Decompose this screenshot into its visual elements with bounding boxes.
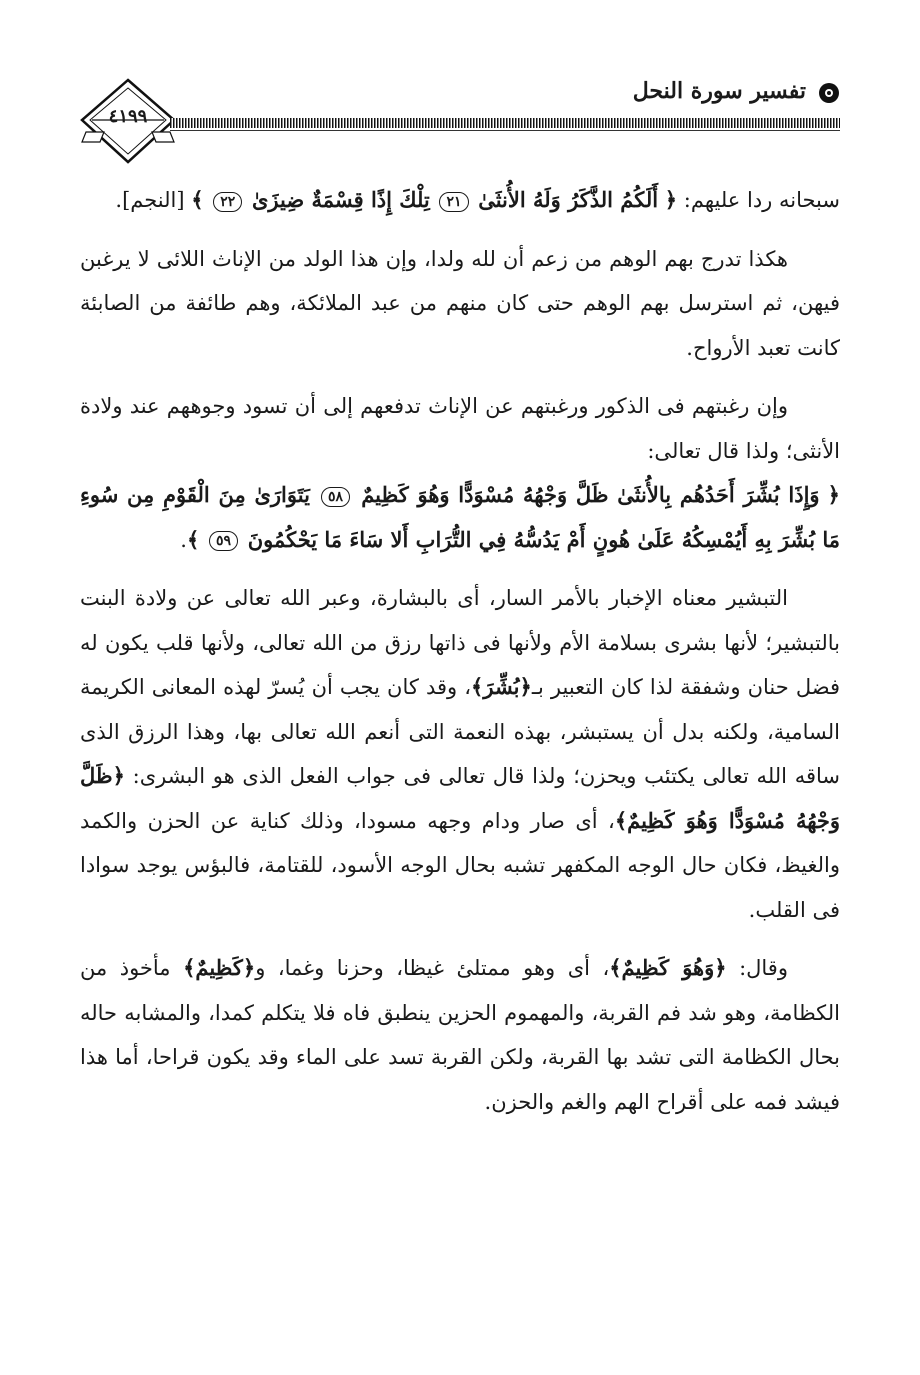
text-segment: ، وقد كان يجب أن يُسرّ لهذه المعانى الكريمة السامية، ولكنه بدل أن يستبشر، بهذه النعمة التى أنعم الله تعالى بها، وهذا الرزق الذى ساقه الله تعالى يكتئب ويحزن؛ ولذا قال تعالى فى جواب الفعل الذى هو البشرى: [80, 675, 840, 788]
page-number-badge [78, 78, 178, 168]
page-body [80, 178, 840, 1124]
ayah-number: ٥٩ [209, 531, 238, 551]
quran-quote: ﴿بُشِّرَ﴾ [471, 674, 532, 699]
page-header [78, 68, 840, 168]
text-segment: التبشير معناه الإخبار بالأمر السار، أى بالبشارة، وعبر الله تعالى عن ولادة البنت بالتبشير؛ لأنها بشرى بسلامة الأم ولأنها فى ذاتها رزق من الله تعالى، ولأنها قلب يكون له فضل حنان وشفقة لذا كان التعبير بـ [80, 586, 840, 699]
quran-verse: وَإِذَا بُشِّرَ أَحَدُهُم بِالأُنثَىٰ ظَلَّ وَجْهُهُ مُسْوَدًّا وَهُوَ كَظِيمٌ [361, 482, 820, 507]
quran-quote: ﴿وَهُوَ كَظِيمٌ﴾ [609, 955, 727, 980]
text-segment: وقال: [726, 956, 788, 980]
quran-verse: تِلْكَ إِذًا قِسْمَةٌ ضِيزَىٰ [251, 187, 430, 212]
quran-brace-close: ﴾ [191, 187, 204, 212]
quran-quote: ﴿كَظِيمٌ﴾ [183, 955, 256, 980]
ayah-number: ٢٢ [213, 192, 242, 212]
text-segment: سبحانه ردا عليهم: [677, 188, 840, 212]
text-segment: . [180, 527, 187, 552]
paragraph-3: وإن رغبتهم فى الذكور ورغبتهم عن الإناث تدفعهم إلى أن تسود وجوههم عند ولادة الأنثى؛ ولذا قال تعالى: [80, 394, 840, 463]
text-segment: ، أى وهو ممتلئ غيظا، وحزنا وغما، و [255, 956, 610, 980]
text-segment: [النجم]. [115, 188, 192, 212]
paragraph-1 [80, 178, 840, 223]
quran-verse: يَتَوَارَىٰ مِنَ الْقَوْمِ مِن سُوءِ مَا بُشِّرَ بِهِ أَيُمْسِكُهُ عَلَىٰ هُونٍ أَمْ يَدُسُّهُ فِي التُّرَابِ أَلا سَاءَ مَا يَحْكُمُونَ [80, 482, 840, 552]
ayah-number: ٢١ [439, 192, 468, 212]
paragraph-5 [80, 576, 840, 932]
quran-brace-open: ﴿ [664, 187, 678, 212]
quran-brace-close: ﴾ [186, 526, 200, 552]
page-number: ٤١٩٩ [108, 106, 148, 127]
paragraph-4-verse [80, 473, 840, 562]
paragraph-2: هكذا تدرج بهم الوهم من زعم أن لله ولدا، وإن هذا الولد من الإناث اللائى لا يرغبن فيهن، ثم استرسل بهم الوهم حتى كان منهم من عبد الملائكة، وهم طائفة من الصابئة كانت تعبد الأرواح. [80, 246, 840, 360]
text-segment: ، أى صار ودام وجهه مسودا، وذلك كناية عن الحزن والكمد والغيظ، فكان حال الوجه المكفهر تشبه بحال الوجه الأسود، للقتامة، فالبؤس يوجد سوادا فى القلب. [80, 808, 840, 922]
header-rule [170, 118, 840, 128]
flower-icon [818, 82, 840, 104]
header-rule-thin [170, 130, 840, 131]
running-title: تفسير سورة النحل [632, 78, 806, 104]
text-segment: مأخوذ من الكظامة، وهو شد فم القربة، والمهموم الحزين ينطبق فاه فلا يتكلم كمدا، والمشابه حاله بحال الكظامة التى تشد بها القربة، ولكن القربة تسد على الماء وقد يكون قراحا، أما هذا فيشد فمه على أقراح الهم والغم والحزن. [80, 956, 840, 1114]
paragraph-6 [80, 946, 840, 1124]
quran-brace-open: ﴿ [827, 482, 840, 507]
ayah-number: ٥٨ [321, 487, 350, 507]
quran-quote: ﴿ظَلَّ وَجْهُهُ مُسْوَدًّا وَهُوَ كَظِيمٌ﴾ [80, 763, 841, 833]
quran-verse: أَلَكُمُ الذَّكَرُ وَلَهُ الأُنثَىٰ [478, 187, 659, 212]
